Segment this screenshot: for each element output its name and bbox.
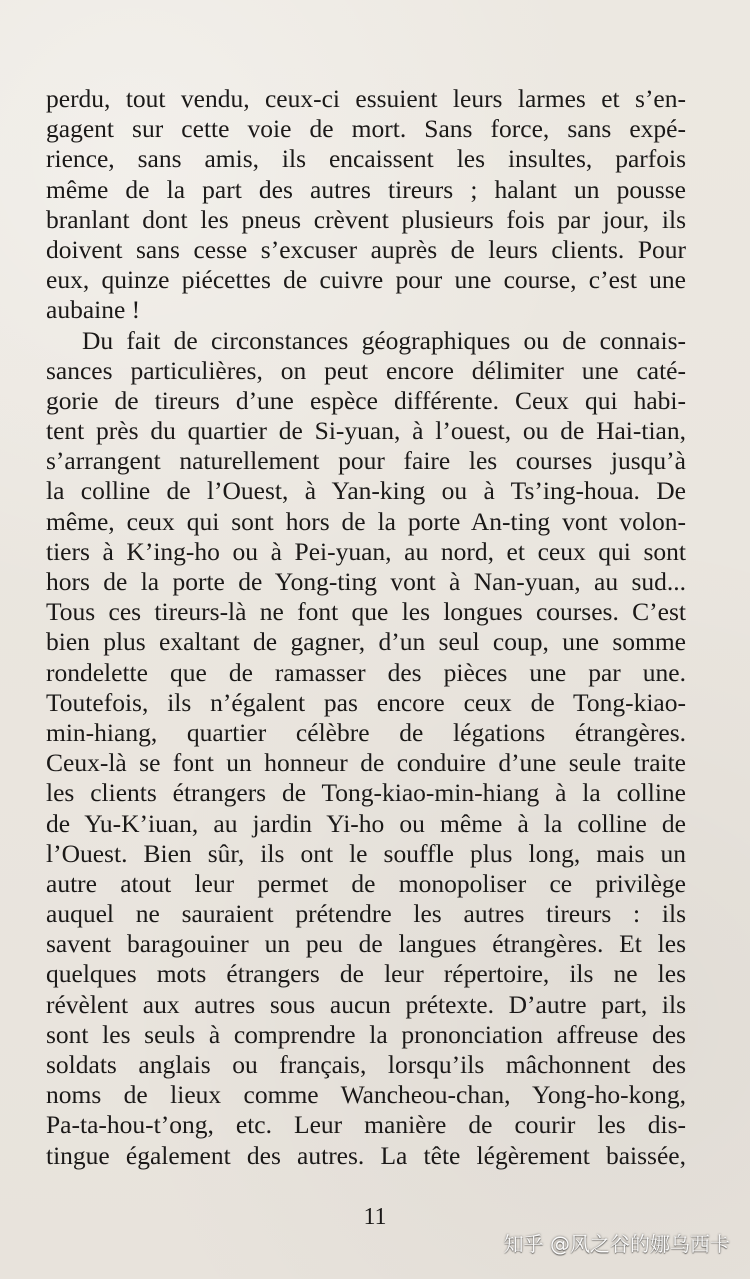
text-line-27: autre atout leur permet de monopoliser ce privilège xyxy=(46,868,686,898)
text-line-20: rondelette que de ramasser des pièces une par une. xyxy=(46,657,686,687)
text-line-31: révèlent aux autres sous aucun prétexte. D’autre part, ils xyxy=(46,989,686,1019)
text-line-12: tent près du quartier de Si-yuan, à l’ouest, ou de Hai-tian, xyxy=(46,416,686,446)
text-line-23: Ceux-là se font un honneur de conduire d’une seule traite xyxy=(46,748,686,778)
text-line-21: Toutefois, ils n’égalent pas encore ceux de Tong-kiao- xyxy=(46,687,686,717)
text-line-32: sont les seuls à comprendre la prononciation affreuse des xyxy=(46,1019,686,1049)
text-line-25: de Yu-K’iuan, au jardin Yi-ho ou même à la colline de xyxy=(46,808,686,838)
text-line-19: bien plus exaltant de gagner, d’un seul coup, une somme xyxy=(46,627,686,657)
text-line-9: Du fait de circonstances géographiques ou de connais- xyxy=(82,325,686,355)
text-line-26: l’Ouest. Bien sûr, ils ont le souffle plus long, mais un xyxy=(46,838,686,868)
text-line-4: même de la part des autres tireurs ; halant un pousse xyxy=(46,174,686,204)
text-line-10: sances particulières, on peut encore délimiter une caté- xyxy=(46,355,686,385)
page-text-block xyxy=(46,84,686,1171)
text-line-17: hors de la porte de Yong-ting vont à Nan-yuan, au sud... xyxy=(46,567,686,596)
text-line-30: quelques mots étrangers de leur répertoire, ils ne les xyxy=(46,959,686,989)
text-line-28: auquel ne sauraient prétendre les autres tireurs : ils xyxy=(46,899,686,929)
text-line-3: rience, sans amis, ils encaissent les insultes, parfois xyxy=(46,144,686,174)
text-line-36: tingue également des autres. La tête légèrement baissée, xyxy=(46,1140,686,1170)
text-line-2: gagent sur cette voie de mort. Sans force, sans expé- xyxy=(46,114,686,144)
text-line-8: aubaine ! xyxy=(46,295,141,325)
text-line-33: soldats anglais ou français, lorsqu’ils mâchonnent des xyxy=(46,1050,686,1079)
text-line-5: branlant dont les pneus crèvent plusieurs fois par jour, ils xyxy=(46,204,686,234)
text-line-14: la colline de l’Ouest, à Yan-king ou à Ts’ing-houa. De xyxy=(46,476,686,506)
text-line-18: Tous ces tireurs-là ne font que les longues courses. C’est xyxy=(46,597,686,627)
text-line-1: perdu, tout vendu, ceux-ci essuient leurs larmes et s’en- xyxy=(46,84,686,113)
text-line-11: gorie de tireurs d’une espèce différente. Ceux qui habi- xyxy=(46,385,686,415)
page-number: 11 xyxy=(363,1204,387,1230)
text-line-35: Pa-ta-hou-t’ong, etc. Leur manière de courir les dis- xyxy=(46,1110,686,1140)
text-line-29: savent baragouiner un peu de langues étrangères. Et les xyxy=(46,929,686,959)
text-line-7: eux, quinze piécettes de cuivre pour une course, c’est une xyxy=(46,265,686,295)
text-line-34: noms de lieux comme Wancheou-chan, Yong-ho-kong, xyxy=(46,1080,686,1110)
text-line-13: s’arrangent naturellement pour faire les courses jusqu’à xyxy=(46,446,686,476)
text-line-16: tiers à K’ing-ho ou à Pei-yuan, au nord, et ceux qui sont xyxy=(46,536,686,566)
text-line-24: les clients étrangers de Tong-kiao-min-hiang à la colline xyxy=(46,778,686,808)
text-line-6: doivent sans cesse s’excuser auprès de leurs clients. Pour xyxy=(46,234,686,264)
text-line-15: même, ceux qui sont hors de la porte An-ting vont volon- xyxy=(46,506,686,536)
text-line-22: min-hiang, quartier célèbre de légations étrangères. xyxy=(46,717,686,747)
source-watermark: 知乎 @风之谷的娜乌西卡 xyxy=(503,1232,730,1256)
